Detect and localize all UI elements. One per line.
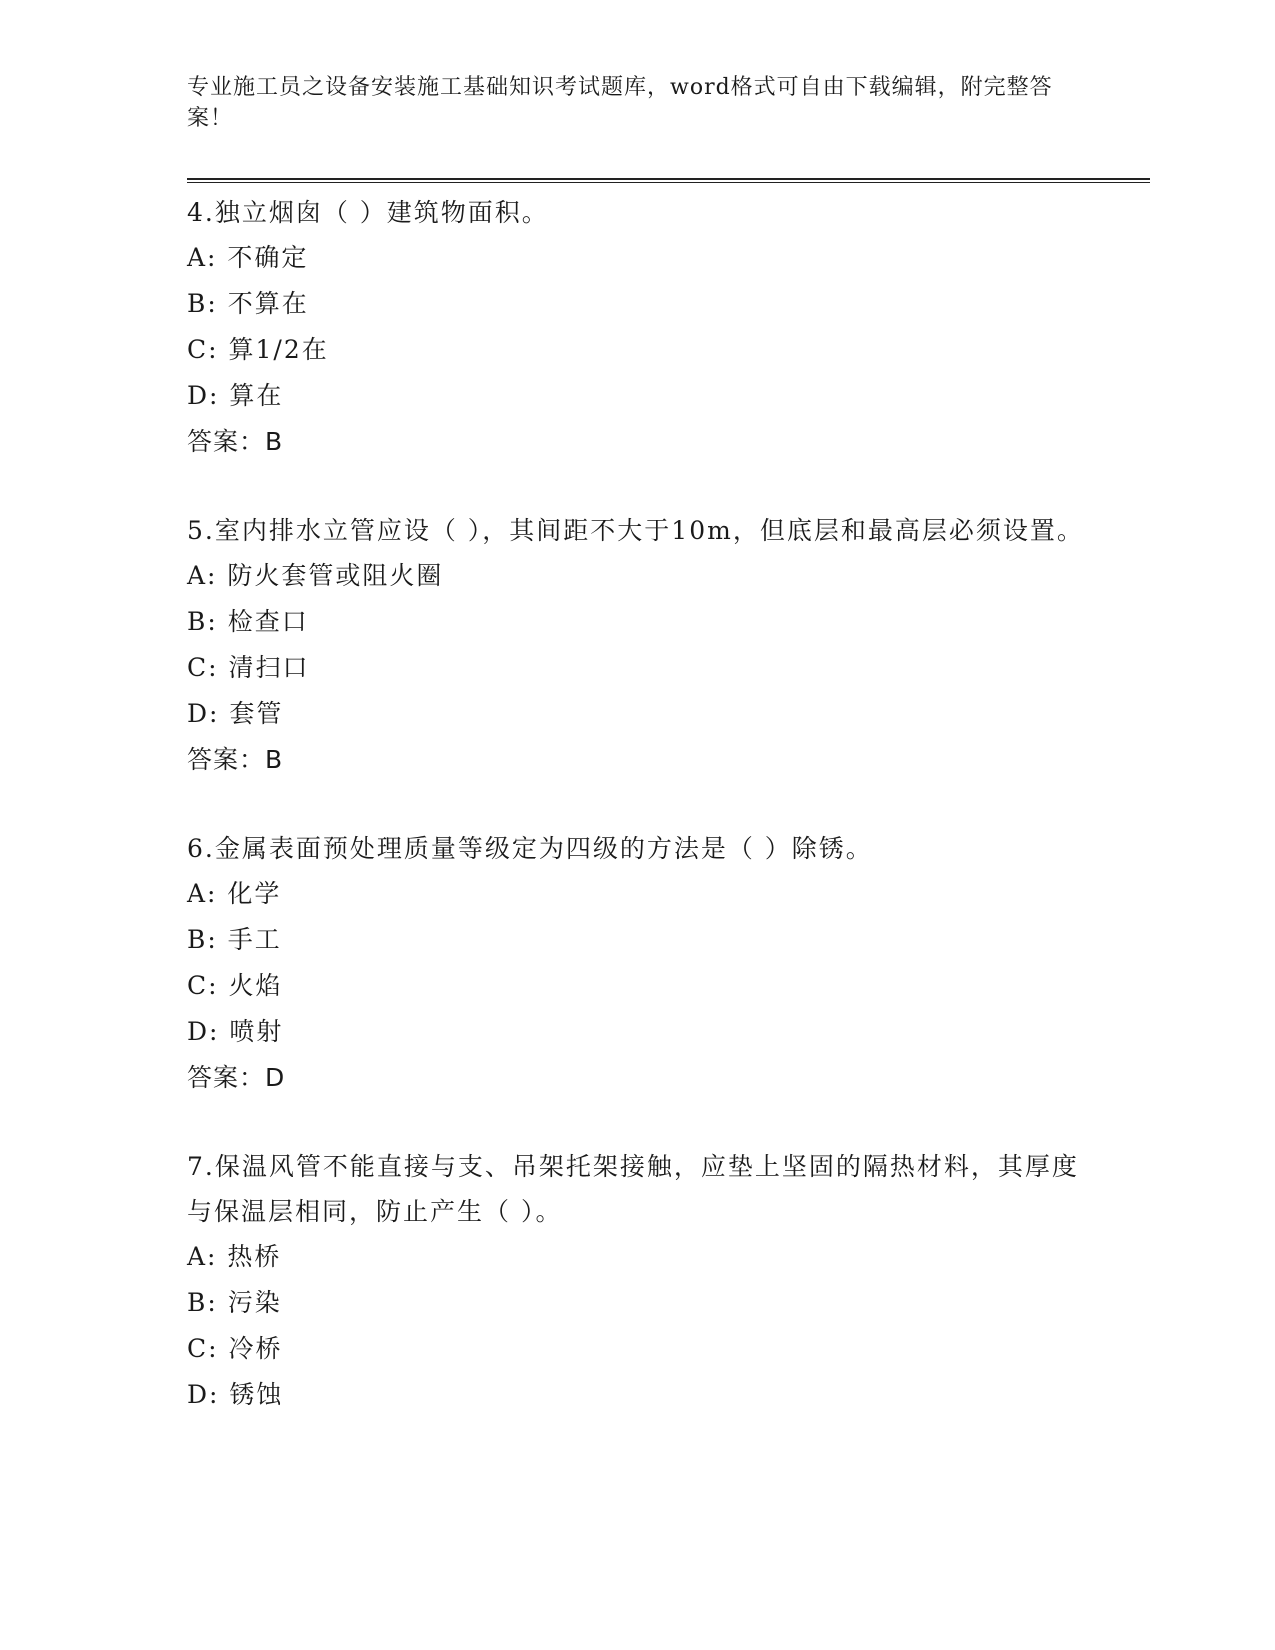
option-a: A: 化学	[187, 879, 282, 908]
question-text: 4.独立烟囱（ ）建筑物面积。	[187, 198, 549, 227]
question-item	[187, 508, 1087, 783]
option-d: D: 套管	[187, 699, 284, 728]
option-a: A: 热桥	[187, 1242, 282, 1271]
question-item	[187, 190, 1087, 465]
answer-text: 答案：B	[187, 745, 284, 774]
question-text: 6.金属表面预处理质量等级定为四级的方法是（ ）除锈。	[187, 834, 873, 863]
question-list	[187, 190, 1087, 1418]
answer-text: 答案：B	[187, 427, 284, 456]
header-divider	[187, 178, 1150, 180]
header-divider-thin	[187, 182, 1150, 183]
question-item	[187, 1144, 1087, 1418]
answer-text: 答案：D	[187, 1063, 286, 1092]
option-a: A: 不确定	[187, 243, 309, 272]
option-c: C: 算1/2在	[187, 335, 329, 364]
option-c: C: 清扫口	[187, 653, 310, 682]
option-c: C: 冷桥	[187, 1334, 283, 1363]
option-b: B: 污染	[187, 1288, 282, 1317]
option-d: D: 算在	[187, 381, 284, 410]
option-b: B: 检查口	[187, 607, 309, 636]
option-d: D: 喷射	[187, 1017, 284, 1046]
question-text: 7.保温风管不能直接与支、吊架托架接触，应垫上坚固的隔热材料，其厚度与保温层相同，防止产生（ ）。	[187, 1152, 1079, 1226]
option-b: B: 手工	[187, 925, 282, 954]
option-a: A: 防火套管或阻火圈	[187, 561, 444, 590]
option-d: D: 锈蚀	[187, 1380, 284, 1409]
question-item	[187, 826, 1087, 1101]
option-b: B: 不算在	[187, 289, 309, 318]
option-c: C: 火焰	[187, 971, 283, 1000]
document-header: 专业施工员之设备安装施工基础知识考试题库，word格式可自由下载编辑，附完整答案！	[187, 75, 1053, 131]
question-text: 5.室内排水立管应设（ ），其间距不大于10m，但底层和最高层必须设置。	[187, 516, 1084, 545]
